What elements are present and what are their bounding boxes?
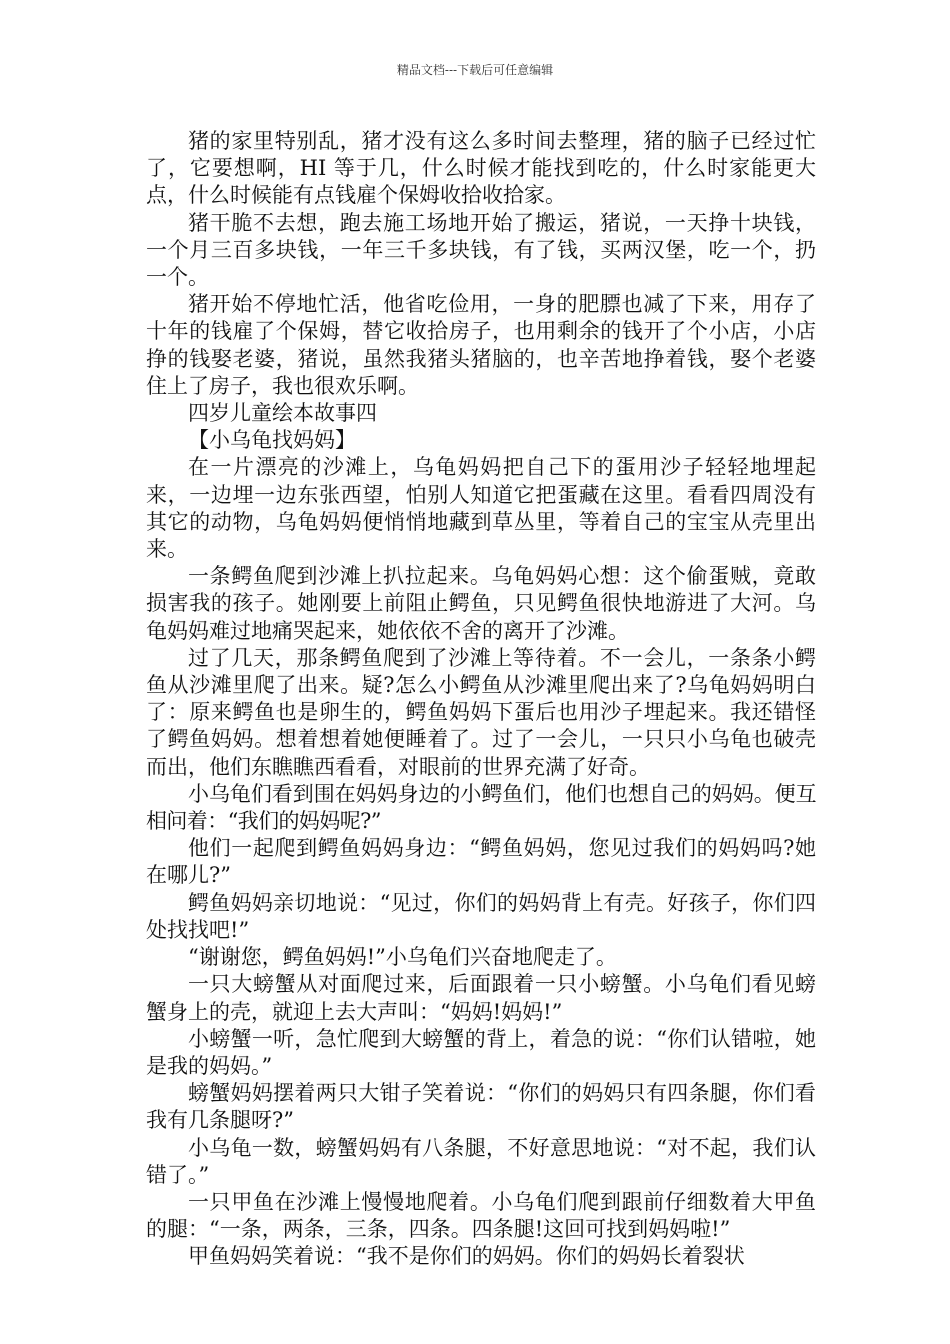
paragraph: 鳄鱼妈妈亲切地说：“见过，你们的妈妈背上有壳。好孩子，你们四处找找吧!” (146, 890, 816, 942)
paragraph: 一只大螃蟹从对面爬过来，后面跟着一只小螃蟹。小乌龟们看见螃蟹身上的壳，就迎上去大声叫：“妈妈!妈妈!” (146, 972, 816, 1024)
story-subtitle: 【小乌龟找妈妈】 (188, 428, 356, 453)
paragraph: 一条鳄鱼爬到沙滩上扒拉起来。乌龟妈妈心想：这个偷蛋贼，竟敢损害我的孩子。她刚要上前阻止鳄鱼，只见鳄鱼很快地游进了大河。乌龟妈妈难过地痛哭起来，她依依不舍的离开了沙滩。 (146, 564, 816, 643)
story-title: 四岁儿童绘本故事四 (188, 401, 377, 426)
paragraph: 小螃蟹一听，急忙爬到大螃蟹的背上，着急的说：“你们认错啦，她是我的妈妈。” (146, 1026, 816, 1078)
paragraph: 小乌龟一数，螃蟹妈妈有八条腿，不好意思地说：“对不起，我们认错了。” (146, 1135, 816, 1187)
paragraph: 在一片漂亮的沙滩上，乌龟妈妈把自己下的蛋用沙子轻轻地埋起来，一边埋一边东张西望，怕别人知道它把蛋藏在这里。看看四周没有其它的动物，乌龟妈妈便悄悄地藏到草丛里，等着自己的宝宝从壳里出来。 (146, 455, 816, 562)
paragraph: 猪干脆不去想，跑去施工场地开始了搬运，猪说，一天挣十块钱，一个月三百多块钱，一年三千多块钱，有了钱，买两汉堡，吃一个，扔一个。 (146, 210, 816, 290)
paragraph: 甲鱼妈妈笑着说：“我不是你们的妈妈。你们的妈妈长着裂状 (188, 1244, 745, 1269)
paragraph: 一只甲鱼在沙滩上慢慢地爬着。小乌龟们爬到跟前仔细数着大甲鱼的腿：“一条，两条，三条，四条。四条腿!这回可找到妈妈啦!” (146, 1189, 816, 1242)
paragraph: 他们一起爬到鳄鱼妈妈身边：“鳄鱼妈妈，您见过我们的妈妈吗?她在哪儿?” (146, 836, 816, 888)
document-body (146, 128, 816, 1271)
paragraph: 过了几天，那条鳄鱼爬到了沙滩上等待着。不一会儿，一条条小鳄鱼从沙滩里爬了出来。疑?怎么小鳄鱼从沙滩里爬出来了?乌龟妈妈明白了：原来鳄鱼也是卵生的，鳄鱼妈妈下蛋后也用沙子埋起来。我还错怪了鳄鱼妈妈。想着想着她便睡着了。过了一会儿，一只只小乌龟也破壳而出，他们东瞧瞧西看看，对眼前的世界充满了好奇。 (146, 645, 816, 779)
paragraph: “谢谢您，鳄鱼妈妈!”小乌龟们兴奋地爬走了。 (188, 945, 617, 970)
paragraph: 小乌龟们看到围在妈妈身边的小鳄鱼们，他们也想自己的妈妈。便互相问着：“我们的妈妈呢?” (146, 781, 816, 834)
paragraph: 猪的家里特别乱，猪才没有这么多时间去整理，猪的脑子已经过忙了，它要想啊，HI 等于几，什么时候才能找到吃的，什么时家能更大点，什么时候能有点钱雇个保姆收拾收拾家。 (146, 129, 816, 208)
paragraph: 猪开始不停地忙活，他省吃俭用，一身的肥膘也减了下来，用存了十年的钱雇了个保姆，替它收拾房子，也用剩余的钱开了个小店，小店挣的钱娶老婆，猪说，虽然我猪头猪脑的，也辛苦地挣着钱，娶个老婆住上了房子，我也很欢乐啊。 (146, 292, 816, 398)
page-header: 精品文档---下载后可任意编辑 (396, 63, 554, 77)
paragraph: 螃蟹妈妈摆着两只大钳子笑着说：“你们的妈妈只有四条腿，你们看我有几条腿呀?” (146, 1081, 816, 1133)
